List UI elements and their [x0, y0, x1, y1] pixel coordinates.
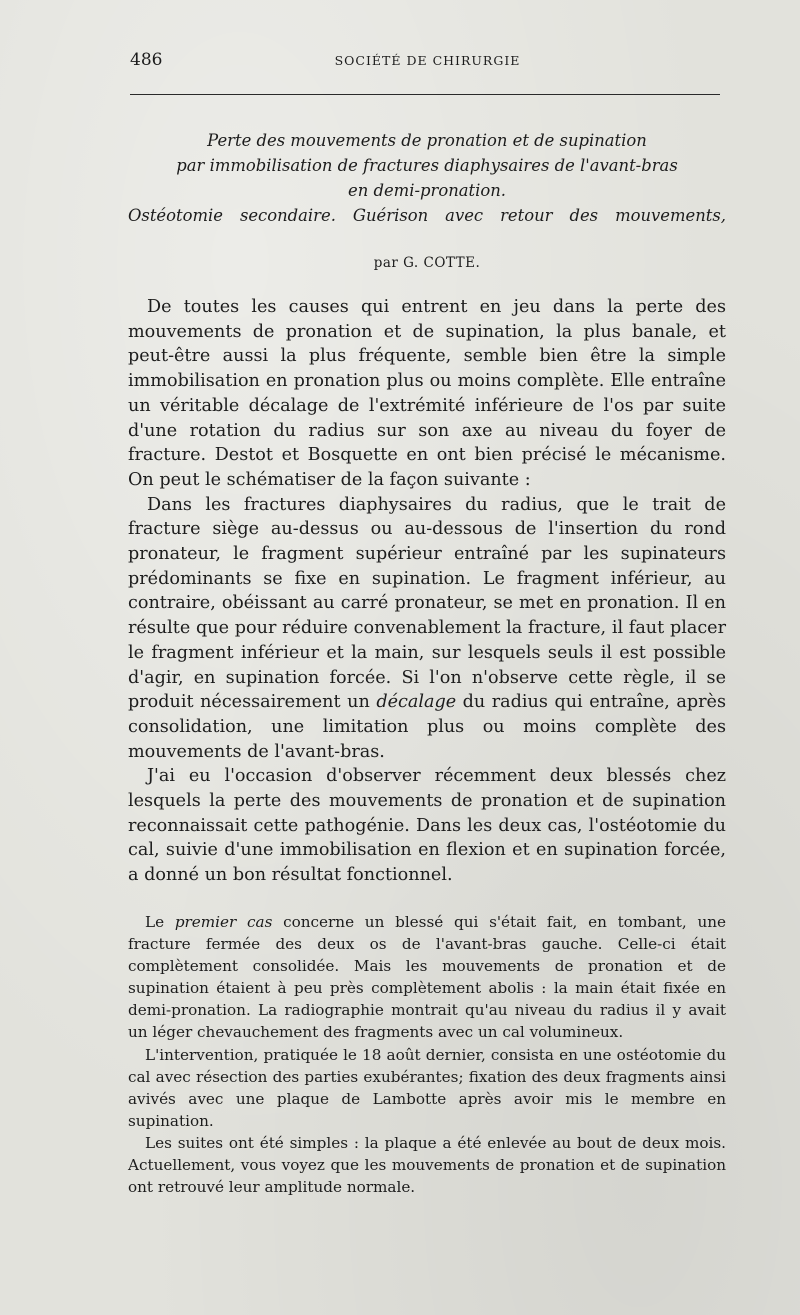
author-byline: par G. COTTE. — [373, 255, 481, 271]
emphasis: décalage — [376, 692, 457, 713]
title-line: Perte des mouvements de pronation et de supination — [207, 131, 647, 150]
paragraph: De toutes les causes qui entrent en jeu dans la perte des mouvements de pronation et de supination, la plus banale, et peut-être aussi la plus fréquente, semble bien être la simple immobilisation en pronation plus ou moins complète. Elle entraîne un véritable décalage de l'extrémité inférieure de l'os par suite d'une rotation du radius sur son axe au niveau du foyer de fracture. Destot et Bosquette en ont bien précisé le mécanisme. On peut le schématiser de la façon suivante : — [128, 297, 726, 490]
emphasis: premier cas — [174, 913, 273, 931]
title-line: par immobilisation de fractures diaphysaires de l'avant-bras — [176, 156, 678, 175]
case-report — [128, 911, 726, 1198]
paragraph-text: du radius qui entraîne, après consolidation, une limitation plus ou moins complète des mouvements de l'avant-bras. — [128, 692, 726, 762]
running-head — [130, 50, 725, 74]
running-title: SOCIÉTÉ DE CHIRURGIE — [334, 53, 521, 68]
paragraph — [128, 911, 726, 1044]
header-rule — [130, 94, 720, 95]
title-line: en demi-pronation. — [348, 181, 506, 200]
paragraph — [128, 493, 726, 765]
paragraph: Les suites ont été simples : la plaque a été enlevée au bout de deux mois. Actuellement, vous voyez que les mouvements de pronation et de supination ont retrouvé leur amplitude normale. — [128, 1133, 726, 1197]
paragraph-text: Le — [145, 913, 175, 931]
paragraph: J'ai eu l'occasion d'observer récemment deux blessés chez lesquels la perte des mouvements de pronation et de supination reconnaissait cette pathogénie. Dans les deux cas, l'ostéotomie du cal, suivie d'une immobilisation en flexion et en supination forcée, a donné un bon résultat fonctionnel. — [128, 766, 726, 886]
page-number: 486 — [130, 50, 163, 70]
title-line: Ostéotomie secondaire. Guérison avec retour des mouvements, — [128, 206, 726, 225]
paragraph-text: Dans les fractures diaphysaires du radius, que le trait de fracture siège au-dessus ou au-dessous de l'insertion du rond pronateur, le fragment supérieur entraîné par les supinateurs prédominants se fixe en supination. Le fragment inférieur, au contraire, obéissant au carré pronateur, se met en pronation. Il en résulte que pour réduire convenablement la fracture, il faut placer le fragment inférieur et la main, sur lesquels seuls il est possible d'agir, en supination forcée. Si l'on n'observe cette règle, il se produit nécessairement un — [128, 494, 726, 713]
paragraph-text: concerne un blessé qui s'était fait, en tombant, une fracture fermée des deux os de l'avant-bras gauche. Celle-ci était complètement consolidée. Mais les mouvements de pronation et de supination étaient à peu près complètement abolis : la main était fixée en demi-pronation. La radiographie montrait qu'au niveau du radius il y avait un léger chevauchement des fragments avec un cal volumineux. — [128, 913, 727, 1042]
article-title — [128, 128, 726, 228]
article-body — [128, 295, 726, 888]
paragraph: L'intervention, pratiquée le 18 août dernier, consista en une ostéotomie du cal avec résection des parties exubérantes; fixation des deux fragments ainsi avivés avec une plaque de Lambotte après avoir mis le membre en supination. — [128, 1045, 726, 1130]
